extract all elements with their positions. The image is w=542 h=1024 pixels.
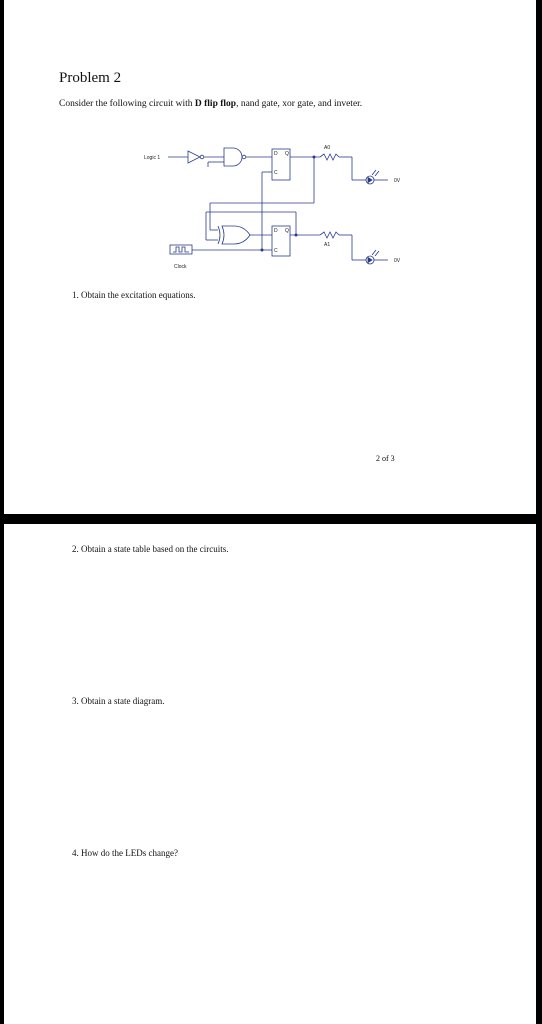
- nand-bubble: [242, 155, 246, 159]
- ff0-q-label: Q: [285, 151, 289, 157]
- circuit-diagram: [134, 140, 424, 275]
- inverter-gate: [188, 151, 200, 163]
- question-3: 3. Obtain a state diagram.: [72, 696, 165, 706]
- ff0-d-label: D: [274, 151, 278, 157]
- page-1: [4, 0, 536, 514]
- clock-source: [170, 245, 192, 254]
- nand-gate: [224, 148, 242, 166]
- ff0-c-label: C: [274, 170, 278, 176]
- led-a0-voltage: 0V: [394, 178, 401, 184]
- intro-bold-term: D flip flop: [194, 99, 237, 109]
- xor-gate: [218, 226, 220, 244]
- led-a1-voltage: 0V: [394, 258, 401, 264]
- page-number: 2 of 3: [376, 454, 395, 463]
- page-2: [4, 524, 536, 1024]
- logic-1-label: Logic 1: [144, 155, 161, 161]
- problem-intro: [59, 99, 362, 109]
- intro-suffix: , nand gate, xor gate, and inveter.: [236, 99, 363, 109]
- question-2: 2. Obtain a state table based on the circuits.: [72, 544, 229, 554]
- a1-label: A1: [324, 242, 331, 248]
- ff1-q-label: Q: [285, 228, 289, 234]
- question-4: 4. How do the LEDs change?: [72, 848, 178, 858]
- ff1-c-label: C: [274, 248, 278, 254]
- intro-prefix: Consider the following circuit with: [59, 99, 195, 109]
- problem-title: Problem 2: [59, 70, 122, 86]
- a0-label: A0: [324, 145, 331, 151]
- clock-label: Clock: [174, 264, 187, 270]
- ff1-d-label: D: [274, 228, 278, 234]
- question-1: 1. Obtain the excitation equations.: [72, 290, 196, 300]
